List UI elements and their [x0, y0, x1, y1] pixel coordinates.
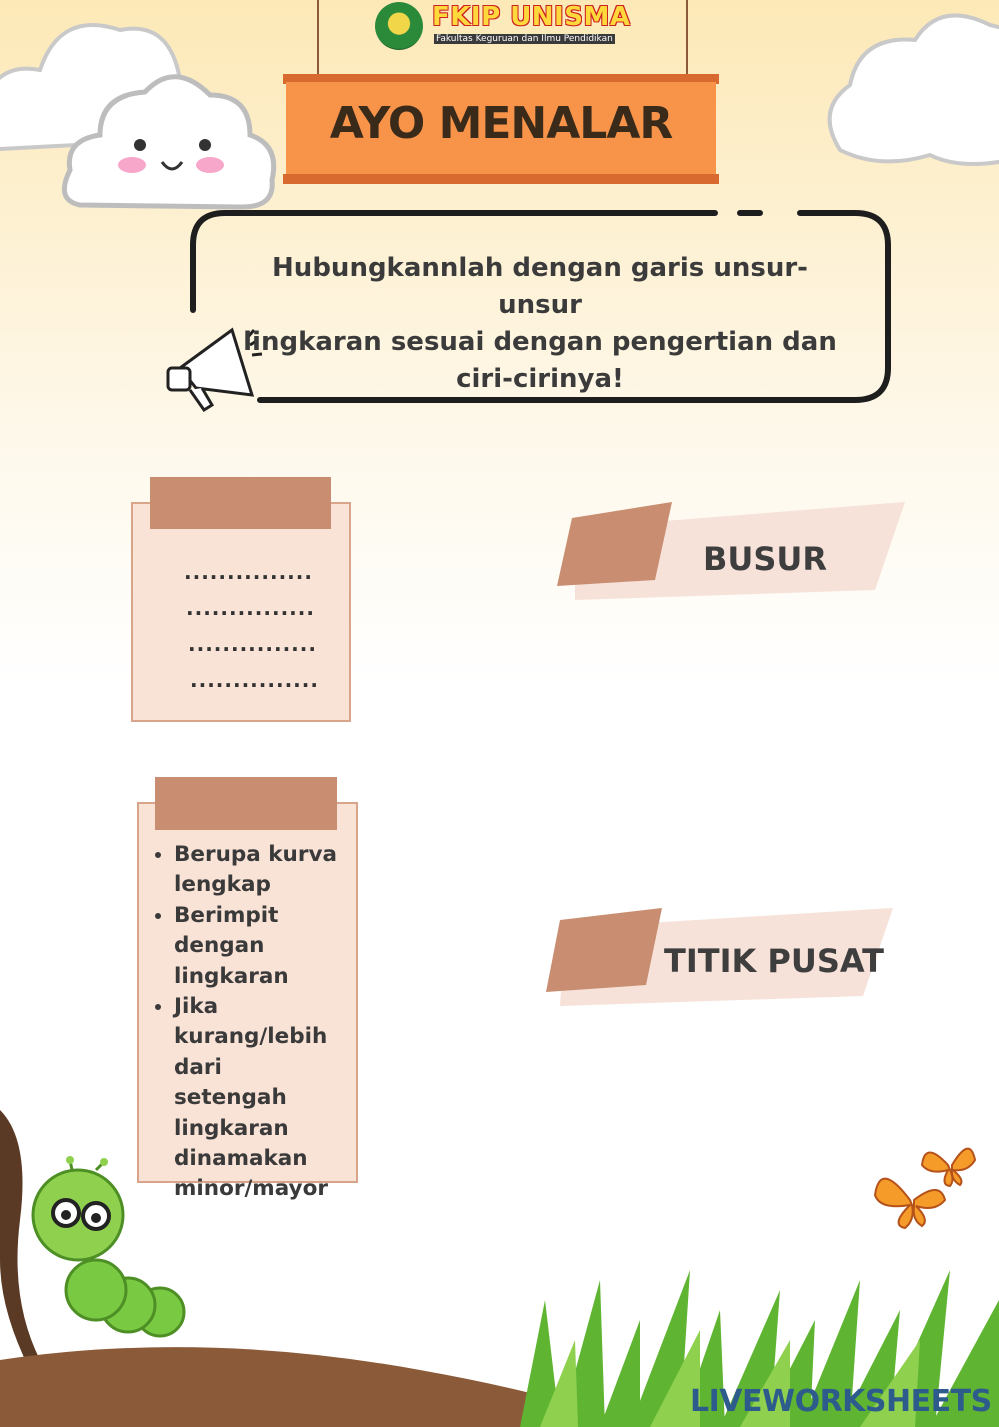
card-2-tab[interactable]: [155, 777, 337, 830]
cloud-right: [830, 15, 999, 164]
liveworksheets-logo: LIVEWORKSHEETS: [690, 1384, 992, 1419]
logo-subtitle: Fakultas Keguruan dan Ilmu Pendidikan: [436, 34, 613, 44]
instruction-text: [240, 250, 840, 398]
blank-line: ...............: [186, 596, 315, 620]
university-emblem-icon: [375, 2, 423, 50]
branch-decor: [0, 1110, 40, 1370]
list-item: • Berupa kurva lengkap: [174, 840, 342, 901]
characteristics-list: [152, 840, 342, 1205]
blank-line: ...............: [188, 632, 317, 656]
sign-bottom-bar: [283, 174, 719, 184]
card-1-tab[interactable]: [150, 477, 331, 529]
instruction-line: ciri-cirinya!: [456, 364, 624, 394]
logo-title: FKIP UNISMA: [432, 2, 631, 32]
butterfly-icon: [875, 1149, 975, 1228]
label-busur[interactable]: BUSUR: [703, 540, 828, 578]
label-titik-pusat[interactable]: TITIK PUSAT: [664, 942, 884, 980]
list-item: • Berimpit dengan lingkaran: [174, 901, 342, 992]
blank-line: ...............: [190, 668, 319, 692]
instruction-line: Hubungkannlah dengan garis unsur-unsur: [272, 253, 808, 320]
instruction-line: lingkaran sesuai dengan pengertian dan: [243, 327, 837, 357]
blank-line: ...............: [184, 560, 313, 584]
page-title: AYO MENALAR: [329, 98, 673, 149]
list-item: • Jika kurang/lebih dari setengah lingkaran dinamakan minor/mayor: [174, 992, 342, 1205]
